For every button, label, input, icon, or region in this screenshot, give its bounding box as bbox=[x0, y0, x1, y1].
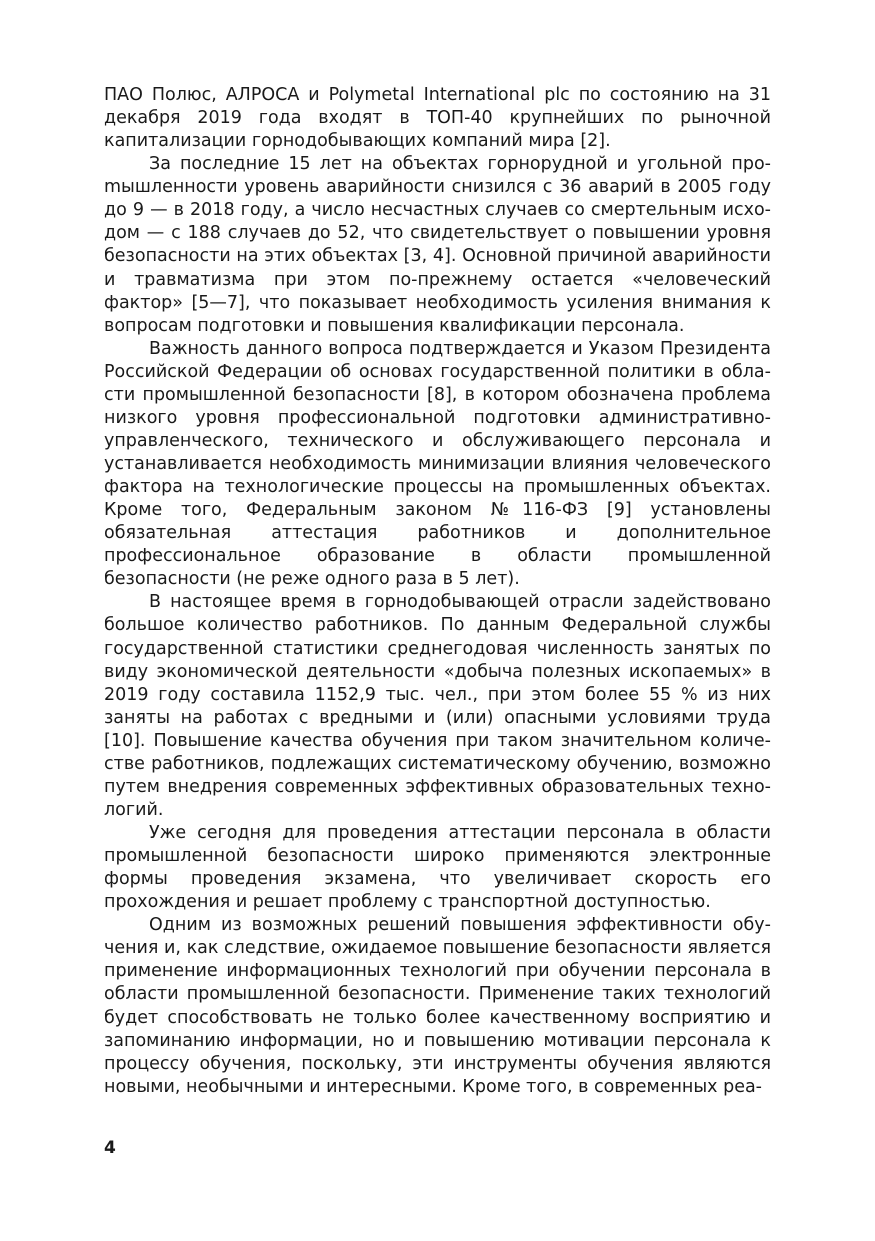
page-body bbox=[104, 84, 771, 1099]
paragraph-3: Важность данного вопроса подтверждается и Указом Президента Российской Федерации об основах государственной политики в области промышленной безопасности [8], в котором обозначена проблема низкого уровня профессиональной подготовки административно-управленческого, технического и обслуживающего персонала и устанавливается необходимость минимизации влияния человеческого фактора на технологические процессы на промышленных объектах. Кроме того, Федеральным законом №116-ФЗ [9] установлены обязательная аттестация работников и дополнительное профессиональное образование в области промышленной безопасности (не реже одного раза в 5 лет). bbox=[104, 338, 771, 590]
paragraph-5: Уже сегодня для проведения аттестации персонала в области промышленной безопасности широко применяются электронные формы проведения экзамена, что увеличивает скорость его прохождения и решает проблему с транспортной доступностью. bbox=[104, 823, 771, 913]
paragraph-6: Одним из возможных решений повышения эффективности обучения и, как следствие, ожидаемое повышение безопасности является применение информационных технологий при обучении персонала в области промышленной безопасности. Применение таких технологий будет способствовать не только более качественному восприятию и запоминанию информации, но и повышению мотивации персонала к процессу обучения, поскольку, эти инструменты обучения являются новыми, необычными и интересными. Кроме того, в современных реа- bbox=[104, 915, 771, 1097]
page-number: 4 bbox=[104, 1138, 116, 1158]
paragraph-2: За последние 15 лет на объектах горнорудной и угольной проmышленности уровень аварийности снизился с 36 аварий в 2005 году до 9 — в 2018 году, а число несчастных случаев со смертельным исходом — с 188 случаев до 52, что свидетельствует о повышении уровня безопасности на этих объектах [3, 4]. Основной причиной аварийности и травматизма при этом по-прежнему остается «человеческий фактор» [5—7], что показывает необходимость усиления внимания к вопросам подготовки и повышения квалификации персонала. bbox=[104, 154, 771, 336]
paragraph-1: ПАО Полюс, АЛРОСА и Polymetal International plc по состоянию на 31 декабря 2019 года входят в ТОП-40 крупнейших по рыночной капитализации горнодобывающих компаний мира [2]. bbox=[104, 85, 771, 152]
paragraph-4: В настоящее время в горнодобывающей отрасли задействовано большое количество работников. По данным Федеральной службы государственной статистики среднегодовая численность занятых по виду экономической деятельности «добыча полезных ископаемых» в 2019 году составила 1152,9 тыс. чел., при этом более 55 % из них заняты на работах с вредными и (или) опасными условиями труда [10]. Повышение качества обучения при таком значительном количестве работников, подлежащих систематическому обучению, возможно путем внедрения современных эффективных образовательных технологий. bbox=[104, 592, 771, 820]
